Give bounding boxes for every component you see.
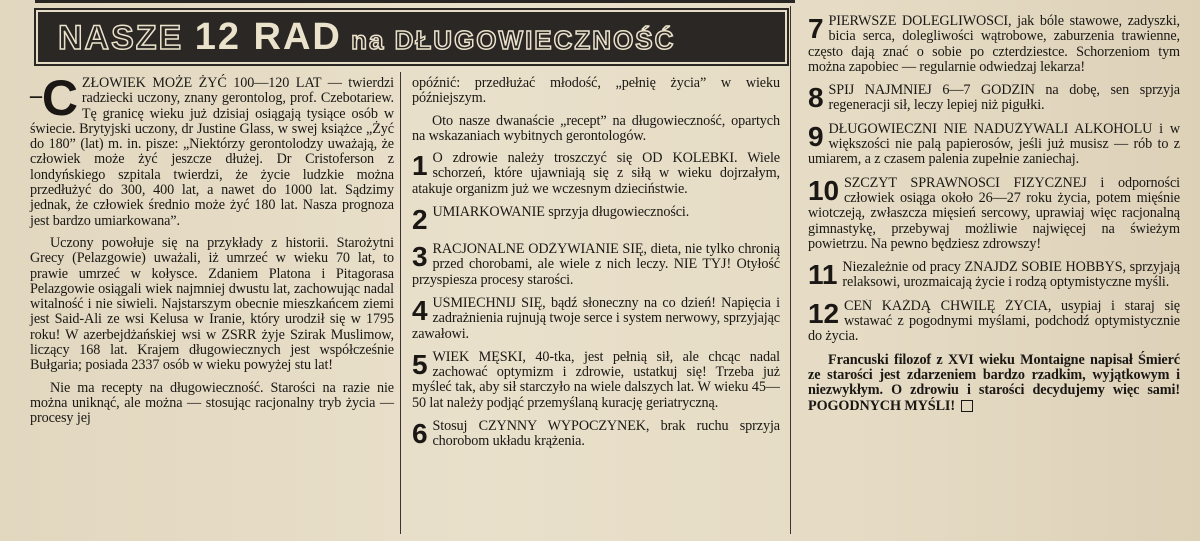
intro-text: ZŁOWIEK MOŻE ŻYĆ 100—120 LAT — twierdzi radziecki uczony, znany gerontolog, prof. Czebotariew. Tę granicę wieku już dzisiaj osiągają tysiące osób w świecie. Brytyjski uczony, dr Justine Glass, w swej książce „Żyć do 180” (lat) m. in. pisze: „Niektórzy gerontolodzy uważają, że człowiek może żyć jeszcze dłużej. Dr Cristoferson z londyńskiego szpitala twierdzi, że życie ludzkie można przedłużyć do 300, 400 lat, a nawet do 1000 lat. Sądzimy jednak, że człowiek średnio może żyć 180 lat. Nasza prognoza jest bardzo umiarkowana”. <box>30 75 394 229</box>
headline-part-3: na <box>341 24 395 55</box>
advice-text: ŚPIJ NAJMNIEJ 6—7 GODZIN na dobę, sen sprzyja regeneracji sił, leczy lepiej niż pigułki. <box>828 83 1180 114</box>
continuation-paragraph: opóźnić: przedłużać młodość, „pełnię życia” w wieku późniejszym. <box>412 75 780 107</box>
advice-item <box>412 350 780 411</box>
closing-paragraph <box>808 353 1180 414</box>
advice-item <box>808 260 1180 291</box>
advice-number: 7 <box>808 14 824 44</box>
advice-number: 8 <box>808 83 824 114</box>
advice-text: SZCZYT SPRAWNOŚCI FIZYCZNEJ i odporności człowiek osiąga około 26—27 roku życia, potem mięśnie wiotczeją, zwłaszcza mięsień sercowy, uprawiaj więc racjonalną gimnastykę, przebywaj możliwie najwięcej na świeżym powietrzu. Na pewno będziesz zdrowszy! <box>808 175 1180 252</box>
advice-text: UMIARKOWANIE sprzyja długowieczności. <box>432 205 690 221</box>
column-divider-2 <box>790 6 791 534</box>
advice-item <box>808 299 1180 345</box>
history-paragraph: Uczony powołuje się na przykłady z historii. Starożytni Grecy (Pelazgowie) uważali, iż umrzeć w wieku 70 lat, to prawie umrzeć w kołysce. Zdaniem Platona i Pitagorasa Pelazgowie osiągali wiek najmniej dwustu lat, zachowując nadal witalność i nie siwieli. Najstarszym obecnie mieszkańcem ziemi jest Said-Ali ze wsi Kelusa w Iranie, który urodził się w 1795 roku! W azerbejdżańskiej wsi w ZSRR żyje Szirak Muslimow, liczący 168 lat. Krajem długowiecznych jest współcześnie Bułgaria; posiada 2337 osób w wieku powyżej stu lat! <box>30 234 394 374</box>
drop-cap: C <box>41 70 78 126</box>
advice-item <box>412 151 780 197</box>
advice-item <box>412 419 780 450</box>
intro-paragraph <box>30 70 394 229</box>
advice-text: CEŃ KAŻDĄ CHWILĘ ŻYCIA, usypiaj i staraj się wstawać z pogodnymi myślami, podchodź optymistycznie do życia. <box>808 298 1180 345</box>
advice-item <box>808 14 1180 75</box>
advice-item <box>808 122 1180 168</box>
advice-text: UŚMIECHNIJ SIĘ, bądź słoneczny na co dzień! Napięcia i zadrażnienia rujnują twoje serce i system nerwowy, sprzyjając zawałowi. <box>412 295 780 342</box>
advice-text: Niezależnie od pracy ZNAJDŹ SOBIE HOBBYS, sprzyjają relaksowi, urozmaicają życie i rodzą optymistyczne myśli. <box>842 260 1180 291</box>
advice-number: 3 <box>412 242 428 273</box>
advice-number: 9 <box>808 121 824 152</box>
advice-intro: Oto nasze dwanaście „recept” na długowieczność, opartych na wskazaniach wybitnych gerontologów. <box>412 112 780 144</box>
advice-item <box>808 176 1180 252</box>
headline-banner <box>38 12 785 62</box>
recipe-paragraph: Nie ma recepty na długowieczność. Starości na razie nie można uniknąć, ale można — stosując racjonalny tryb życia — procesy jej <box>30 379 394 427</box>
top-rule <box>35 0 795 3</box>
advice-number: 10 <box>808 175 839 206</box>
advice-text: RACJONALNE ODŻYWIANIE SIĘ, dieta, nie tylko chronią przed chorobami, ale wiele z nich leczy. NIE TYJ! Otyłość przyspiesza procesy starości. <box>412 242 780 288</box>
advice-number: 1 <box>412 151 428 182</box>
headline-part-1: NASZE <box>58 18 195 57</box>
advice-text: Stosuj CZYNNY WYPOCZYNEK, brak ruchu sprzyja chorobom układu krążenia. <box>432 419 780 450</box>
article-column-2 <box>412 76 780 458</box>
column-divider-1 <box>400 72 401 534</box>
advice-item <box>412 296 780 342</box>
advice-text: WIEK MĘSKI, 40-tka, jest pełnią sił, ale chcąc nadal zachować optymizm i zdrowie, ustatkuj się! Trzeba już myśleć tak, aby sił starczyło na wiele dalszych lat. W wieku 45—50 lat należy podjąć przemyślaną kurację geriatryczną. <box>412 349 780 411</box>
lead-dash: – <box>30 83 42 109</box>
article-column-3 <box>808 14 1180 421</box>
advice-number: 11 <box>808 260 838 291</box>
advice-number: 12 <box>808 298 839 329</box>
article-column-1 <box>30 70 394 434</box>
end-mark-icon <box>961 400 973 412</box>
headline <box>58 16 675 59</box>
closing-text: Francuski filozof z XVI wieku Montaigne napisał Śmierć ze starości jest zdarzeniem bardzo rzadkim, wyjątkowym i niezwykłym. O zdrowiu i starości decydujemy więc sami! POGODNYCH MYŚLI! <box>808 351 1180 414</box>
advice-number: 2 <box>412 205 428 235</box>
advice-text: PIERWSZE DOLEGLIWOŚCI, jak bóle stawowe, zadyszki, bicia serca, dolegliwości wątrobowe, zaburzenia trawienne, często dają znać o sobie po czterdziestce. Schorzeniom tym można zapobiec — regularnie odwiedzaj lekarza! <box>808 14 1180 75</box>
headline-part-4: DŁUGOWIECZNOŚĆ <box>394 24 676 55</box>
advice-number: 4 <box>412 295 428 326</box>
advice-number: 5 <box>412 349 428 380</box>
advice-number: 6 <box>412 419 428 450</box>
advice-item <box>412 242 780 288</box>
advice-item <box>808 83 1180 114</box>
advice-text: DŁUGOWIECZNI NIE NADUŻYWALI ALKOHOLU i w większości nie palą papierosów, jeśli już musisz — rób to z umiarem, a z czasem palenia zupełnie zaniechaj. <box>808 121 1180 168</box>
headline-part-2: 12 RAD <box>194 15 342 58</box>
advice-item <box>412 205 780 234</box>
advice-text: O zdrowie należy troszczyć się OD KOLEBKI. Wiele schorzeń, które ujawniają się z siłą w wieku dojrzałym, atakuje organizm już we wczesnym dzieciństwie. <box>412 151 780 197</box>
